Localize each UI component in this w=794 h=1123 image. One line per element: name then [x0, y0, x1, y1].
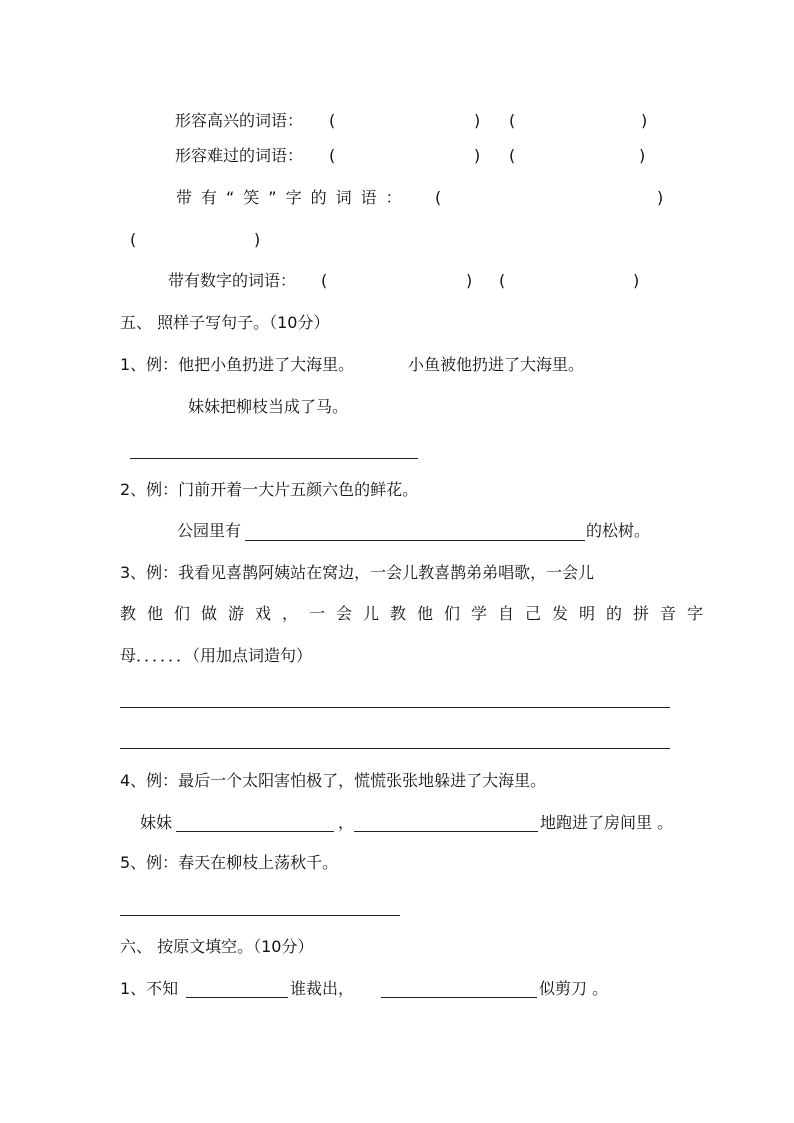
close-paren: )	[474, 146, 481, 165]
poem-item1-suffix: 似剪刀 。	[539, 979, 609, 998]
close-paren: )	[639, 146, 646, 165]
item2-prefix: 公园里有	[177, 521, 242, 540]
xiao-words-label: 带有“笑”字的词语：	[176, 188, 411, 207]
happy-words-label: 形容高兴的词语：	[175, 111, 304, 130]
close-paren: )	[474, 111, 481, 130]
item4-prefix: 妹妹	[140, 813, 173, 832]
close-paren: )	[641, 111, 648, 130]
poem-answer-line-1[interactable]	[186, 997, 288, 998]
open-paren: (	[499, 271, 506, 290]
open-paren: (	[329, 111, 336, 130]
item5-answer-line[interactable]	[120, 915, 400, 916]
close-paren: )	[657, 188, 664, 207]
poem-answer-line-2[interactable]	[381, 997, 537, 998]
open-paren: (	[130, 230, 137, 249]
open-paren: (	[509, 146, 516, 165]
sad-words-label: 形容难过的词语：	[175, 146, 304, 165]
poem-item1-prefix: 1、不知	[120, 979, 179, 998]
close-paren: )	[633, 271, 640, 290]
item3-line2: 教他们做游戏，一会儿教他们学自己发明的拼音字	[120, 604, 715, 623]
item3-line3: 母．．．．．．（用加点词造句）	[120, 646, 313, 665]
item2-answer-line[interactable]	[245, 540, 585, 541]
item1-example: 1、例：他把小鱼扔进了大海里。	[120, 355, 355, 374]
item4-answer-line-1[interactable]	[176, 831, 334, 832]
item1-task: 妹妹把柳枝当成了马。	[188, 397, 349, 416]
item3-answer-line-1[interactable]	[120, 707, 670, 708]
open-paren: (	[329, 146, 336, 165]
item3-answer-line-2[interactable]	[120, 748, 670, 749]
open-paren: (	[509, 111, 516, 130]
open-paren: (	[321, 271, 328, 290]
item2-example: 2、例：门前开着一大片五颜六色的鲜花。	[120, 480, 419, 499]
item4-example: 4、例：最后一个太阳害怕极了，慌慌张张地躲进了大海里。	[120, 771, 547, 790]
number-words-label: 带有数字的词语：	[168, 271, 297, 290]
item4-comma: ，	[338, 813, 355, 832]
open-paren: (	[435, 188, 442, 207]
section5-heading: 五、 照样子写句子。（10分）	[120, 313, 330, 332]
item1-answer-line[interactable]	[130, 458, 418, 459]
close-paren: )	[254, 230, 261, 249]
item4-suffix: 地跑进了房间里 。	[540, 813, 674, 832]
item3-line1: 3、例：我看见喜鹊阿姨站在窝边，一会儿教喜鹊弟弟唱歌，一会儿	[120, 563, 595, 582]
close-paren: )	[466, 271, 473, 290]
poem-item1-middle: 谁裁出，	[290, 979, 355, 998]
section6-heading: 六、 按原文填空。（10分）	[120, 937, 314, 956]
item4-answer-line-2[interactable]	[354, 831, 538, 832]
item2-suffix: 的松树。	[586, 521, 651, 540]
item5-example: 5、例：春天在柳枝上荡秋千。	[120, 853, 339, 872]
item1-transformed: 小鱼被他扔进了大海里。	[408, 355, 585, 374]
